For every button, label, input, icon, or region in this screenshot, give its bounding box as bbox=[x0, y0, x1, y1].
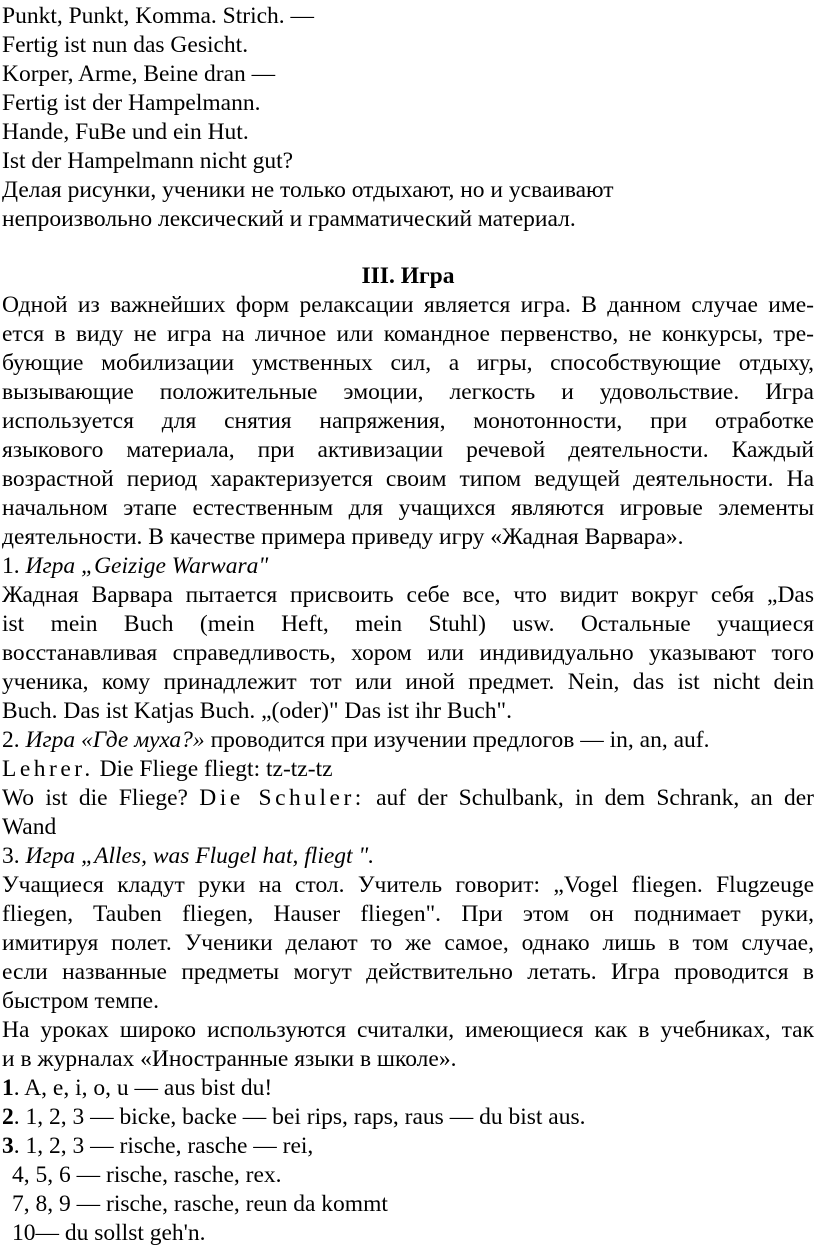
game1-line: ученика, кому принадлежит тот или иной предмет. Nein, das ist nicht dein bbox=[2, 669, 814, 695]
game-title: Игра „Alles, was Flugel hat, fliegt ". bbox=[25, 843, 375, 869]
poem-line: Punkt, Punkt, Komma. Strich. — bbox=[2, 3, 315, 29]
rhyme-number: 1 bbox=[2, 1075, 14, 1101]
poem-line: Korper, Arme, Beine dran — bbox=[2, 61, 276, 87]
rhyme-item bbox=[2, 1074, 272, 1103]
game1-line: восстанавливая справедливость, хором или индивидуально указывают того bbox=[2, 640, 814, 666]
game1-heading bbox=[2, 552, 268, 581]
teacher-text: Die Fliege fliegt: tz-tz-tz bbox=[93, 756, 333, 782]
game2-heading bbox=[2, 726, 709, 755]
game-description: проводится при изучении предлогов — in, an, auf. bbox=[204, 727, 710, 753]
rhyme-text: . 1, 2, 3 — bicke, backe — bei rips, raps, raus — du bist aus. bbox=[13, 1104, 586, 1130]
game-number: 2. bbox=[2, 727, 26, 753]
game-title: Игра «Где муха?» bbox=[25, 727, 205, 753]
rhyme-item bbox=[2, 1103, 585, 1132]
students-text: auf der Schulbank, in dem Schrank, an der bbox=[364, 785, 814, 811]
rhymes-intro-line: На уроках широко используются считалки, имеющиеся как в учебниках, так bbox=[2, 1017, 814, 1043]
paragraph-line: вызывающие положительные эмоции, легкость и удовольствие. Игра bbox=[2, 379, 814, 405]
paragraph-line: бующие мобилизации умственных сил, а игры, способствующие отдыху, bbox=[2, 350, 814, 376]
question-text: Wo ist die Fliege? bbox=[2, 785, 200, 811]
paragraph-line: деятельности. В качестве примера приведу игру «Жадная Варвара». bbox=[2, 524, 684, 550]
game-number: 3. bbox=[2, 843, 26, 869]
paragraph-line: возрастной период характеризуется своим типом ведущей деятельности. На bbox=[2, 466, 814, 492]
paragraph-line: ется в виду не игра на личное или командное первенство, не конкурсы, тре- bbox=[2, 321, 814, 347]
rhyme-continuation: 4, 5, 6 — rische, rasche, rex. bbox=[12, 1162, 282, 1188]
game3-line: быстром темпе. bbox=[2, 988, 159, 1014]
rhyme-number: 2 bbox=[2, 1104, 14, 1130]
poem-line: Ist der Hampelmann nicht gut? bbox=[2, 148, 294, 174]
paragraph-line: языкового материала, при активизации речевой деятельности. Каждый bbox=[2, 437, 814, 463]
rhyme-text: . A, e, i, o, u — aus bist du! bbox=[13, 1075, 273, 1101]
game3-heading bbox=[2, 842, 374, 871]
game3-line: Учащиеся кладут руки на стол. Учитель говорит: „Vogel fliegen. Flugzeuge bbox=[2, 872, 814, 898]
rhyme-continuation: 10— du sollst geh'n. bbox=[12, 1220, 206, 1246]
students-line-end: Wand bbox=[2, 814, 57, 840]
teacher-label: Lehrer. bbox=[2, 756, 94, 782]
teacher-line bbox=[2, 755, 333, 784]
game1-line: Жадная Варвара пытается присвоить себе все, что видит вокруг себя „Das bbox=[2, 582, 814, 608]
game1-line: Buch. Das ist Katjas Buch. „(oder)" Das ist ihr Buch". bbox=[2, 698, 512, 724]
students-line bbox=[2, 784, 814, 813]
poem-line: Fertig ist der Hampelmann. bbox=[2, 90, 261, 116]
poem-line: Fertig ist nun das Gesicht. bbox=[2, 32, 249, 58]
section-heading: III. Игра bbox=[361, 263, 455, 289]
rhyme-text: . 1, 2, 3 — rische, rasche — rei, bbox=[13, 1133, 314, 1159]
rhyme-continuation: 7, 8, 9 — rische, rasche, reun da kommt bbox=[12, 1191, 388, 1217]
paragraph-line: используется для снятия напряжения, монотонности, при отработке bbox=[2, 408, 814, 434]
game3-line: если названные предметы могут действительно летать. Игра проводится в bbox=[2, 959, 814, 985]
intro-line: Делая рисунки, ученики не только отдыхают, но и усваивают bbox=[2, 177, 614, 203]
poem-line: Hande, FuBe und ein Hut. bbox=[2, 119, 249, 145]
students-label: Die Schuler: bbox=[199, 785, 365, 811]
game-number: 1. bbox=[2, 553, 26, 579]
game3-line: имитируя полет. Ученики делают то же самое, однако лишь в том случае, bbox=[2, 930, 814, 956]
game-title: Игра „Geizige Warwara" bbox=[25, 553, 269, 579]
rhymes-intro-line: и в журналах «Иностранные языки в школе». bbox=[2, 1046, 457, 1072]
rhyme-number: 3 bbox=[2, 1133, 14, 1159]
intro-line: непроизвольно лексический и грамматический материал. bbox=[2, 206, 576, 232]
game3-line: fliegen, Tauben fliegen, Hauser fliegen". При этом он поднимает руки, bbox=[2, 901, 814, 927]
game1-line: ist mein Buch (mein Heft, mein Stuhl) usw. Остальные учащиеся bbox=[2, 611, 814, 637]
rhyme-item bbox=[2, 1132, 313, 1161]
paragraph-line: начальном этапе естественным для учащихся являются игровые элементы bbox=[2, 495, 814, 521]
paragraph-line: Одной из важнейших форм релаксации является игра. В данном случае име- bbox=[2, 292, 814, 318]
